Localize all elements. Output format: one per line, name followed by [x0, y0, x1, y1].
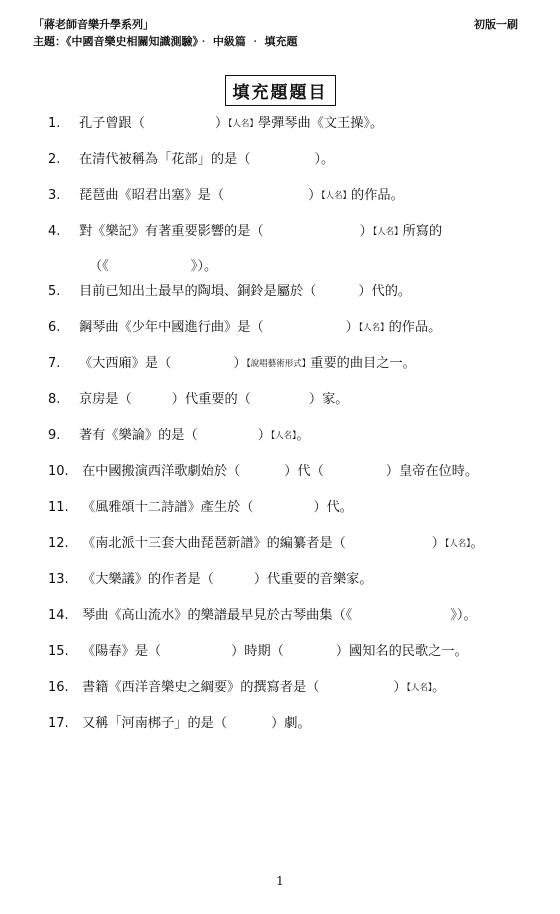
answer-type-tag: 【人名】 — [372, 227, 403, 237]
question-text: 的作品。 — [388, 320, 442, 335]
question-number: 3. — [48, 188, 61, 203]
question-item — [48, 605, 548, 641]
question-text: ） — [233, 356, 247, 371]
question-text: 所寫的 — [402, 224, 443, 239]
question-item — [48, 113, 548, 149]
question-number: 2. — [48, 152, 61, 167]
answer-type-tag: 【人名】 — [444, 539, 471, 549]
question-text: 京房是（ — [79, 392, 132, 407]
question-text: 。 — [296, 428, 310, 443]
question-text: ）家。 — [308, 392, 349, 407]
question-item — [48, 713, 548, 749]
question-number: 13. — [48, 572, 69, 587]
question-item — [48, 497, 548, 533]
question-item — [48, 185, 548, 221]
question-number: 7. — [48, 356, 61, 371]
question-text: 孔子曾跟（ — [79, 116, 145, 131]
question-text: ）代的。 — [358, 284, 412, 299]
question-text: ）代。 — [313, 500, 353, 515]
answer-type-tag: 【人名】 — [321, 191, 352, 201]
question-number: 5. — [48, 284, 61, 299]
question-body — [82, 461, 478, 483]
question-number: 1. — [48, 116, 61, 131]
question-body — [79, 113, 383, 135]
question-body — [79, 425, 310, 447]
question-number: 12. — [48, 536, 69, 551]
question-text: 《南北派十三套大曲琵琶新譜》的編纂者是（ — [82, 536, 346, 551]
question-text: 鋼琴曲《少年中國進行曲》是（ — [79, 320, 264, 335]
series-title: 「蔣老師音樂升學系列」 — [33, 18, 154, 31]
question-text: 。 — [470, 536, 484, 551]
question-item — [48, 569, 548, 605]
question-body — [82, 641, 468, 663]
question-list — [48, 113, 548, 749]
title-area — [0, 75, 560, 106]
question-item — [48, 425, 548, 461]
question-text: 在中國搬演西洋歌劇始於（ — [82, 464, 241, 479]
question-body — [82, 569, 373, 591]
question-text: ） — [214, 116, 229, 131]
question-text: ） — [431, 536, 445, 551]
question-body — [79, 185, 404, 207]
question-body — [82, 497, 353, 519]
question-text: 學彈琴曲《文王操》。 — [257, 116, 384, 131]
question-text: 《大樂議》的作者是（ — [82, 572, 214, 587]
question-text: ） — [359, 224, 373, 239]
header — [33, 16, 298, 50]
question-text: 著有《樂論》的是（ — [79, 428, 198, 443]
answer-type-tag: 【人名】 — [406, 683, 433, 693]
question-number: 11. — [48, 500, 69, 515]
question-text: 》）。 — [190, 259, 218, 274]
question-continuation — [79, 256, 442, 278]
question-text: 《大西廂》是（ — [79, 356, 172, 371]
question-body — [79, 281, 411, 303]
question-item — [48, 353, 548, 389]
page-number: 1 — [276, 874, 284, 888]
question-text: ） — [393, 680, 407, 695]
question-item — [48, 281, 548, 317]
question-body — [82, 677, 445, 699]
question-text: 書籍《西洋音樂史之綱要》的撰寫者是（ — [82, 680, 320, 695]
question-text: 對《樂記》有著重要影響的是（ — [79, 224, 264, 239]
question-text: 在清代被稱為「花部」的是（ — [79, 152, 251, 167]
answer-type-tag: 【說唱藝術形式】 — [246, 359, 311, 369]
question-item — [48, 389, 548, 425]
page-title: 填充題題目 — [225, 75, 336, 106]
question-number: 17. — [48, 716, 69, 731]
question-text: 》）。 — [450, 608, 477, 623]
question-text: 琴曲《高山流水》的樂譜最早見於古琴曲集（《 — [82, 608, 353, 623]
question-text: 目前已知出土最早的陶塤、銅鈴是屬於（ — [79, 284, 317, 299]
question-text: 的作品。 — [351, 188, 404, 203]
edition-label: 初版一刷 — [474, 18, 518, 31]
question-number: 16. — [48, 680, 69, 695]
question-text: ）代重要的音樂家。 — [253, 572, 373, 587]
question-body — [82, 533, 484, 555]
question-text: 重要的曲目之一。 — [310, 356, 416, 371]
question-text: ） — [257, 428, 271, 443]
question-body — [79, 149, 334, 171]
question-body — [79, 389, 348, 411]
question-item — [48, 317, 548, 353]
question-text: ）皇帝在位時。 — [385, 464, 479, 479]
question-text: ）。 — [314, 152, 335, 167]
answer-type-tag: 【人名】 — [358, 323, 389, 333]
subject-line: 主題：《中國音樂史相關知識測驗》‧ 中級篇 ‧ 填充題 — [33, 35, 298, 48]
question-number: 8. — [48, 392, 61, 407]
question-item — [48, 677, 548, 713]
question-item — [48, 533, 548, 569]
question-text: （《 — [89, 259, 109, 274]
question-text: ） — [308, 188, 322, 203]
question-item — [48, 461, 548, 497]
question-text: ）代重要的（ — [171, 392, 251, 407]
question-number: 9. — [48, 428, 61, 443]
question-body — [79, 317, 441, 339]
answer-type-tag: 【人名】 — [270, 431, 297, 441]
question-number: 4. — [48, 224, 61, 239]
question-number: 10. — [48, 464, 69, 479]
question-body — [79, 353, 416, 375]
question-item — [48, 149, 548, 185]
answer-type-tag: 【人名】 — [228, 119, 258, 129]
question-text: 《風雅頌十二詩譜》產生於（ — [82, 500, 254, 515]
question-text: ） — [345, 320, 359, 335]
question-body — [82, 605, 477, 627]
question-number: 15. — [48, 644, 69, 659]
question-number: 6. — [48, 320, 61, 335]
question-text: 又稱「河南梆子」的是（ — [82, 716, 228, 731]
question-text: 琵琶曲《昭君出塞》是（ — [79, 188, 225, 203]
question-text: ）時期（ — [231, 644, 284, 659]
question-item — [48, 221, 548, 281]
question-body — [79, 221, 442, 278]
question-text: 《陽春》是（ — [82, 644, 162, 659]
question-text: ）代（ — [284, 464, 324, 479]
question-text: 。 — [432, 680, 446, 695]
question-text: ）國知名的民歌之一。 — [335, 644, 468, 659]
question-text: ）劇。 — [271, 716, 311, 731]
question-item — [48, 641, 548, 677]
question-number: 14. — [48, 608, 69, 623]
question-body — [82, 713, 311, 735]
